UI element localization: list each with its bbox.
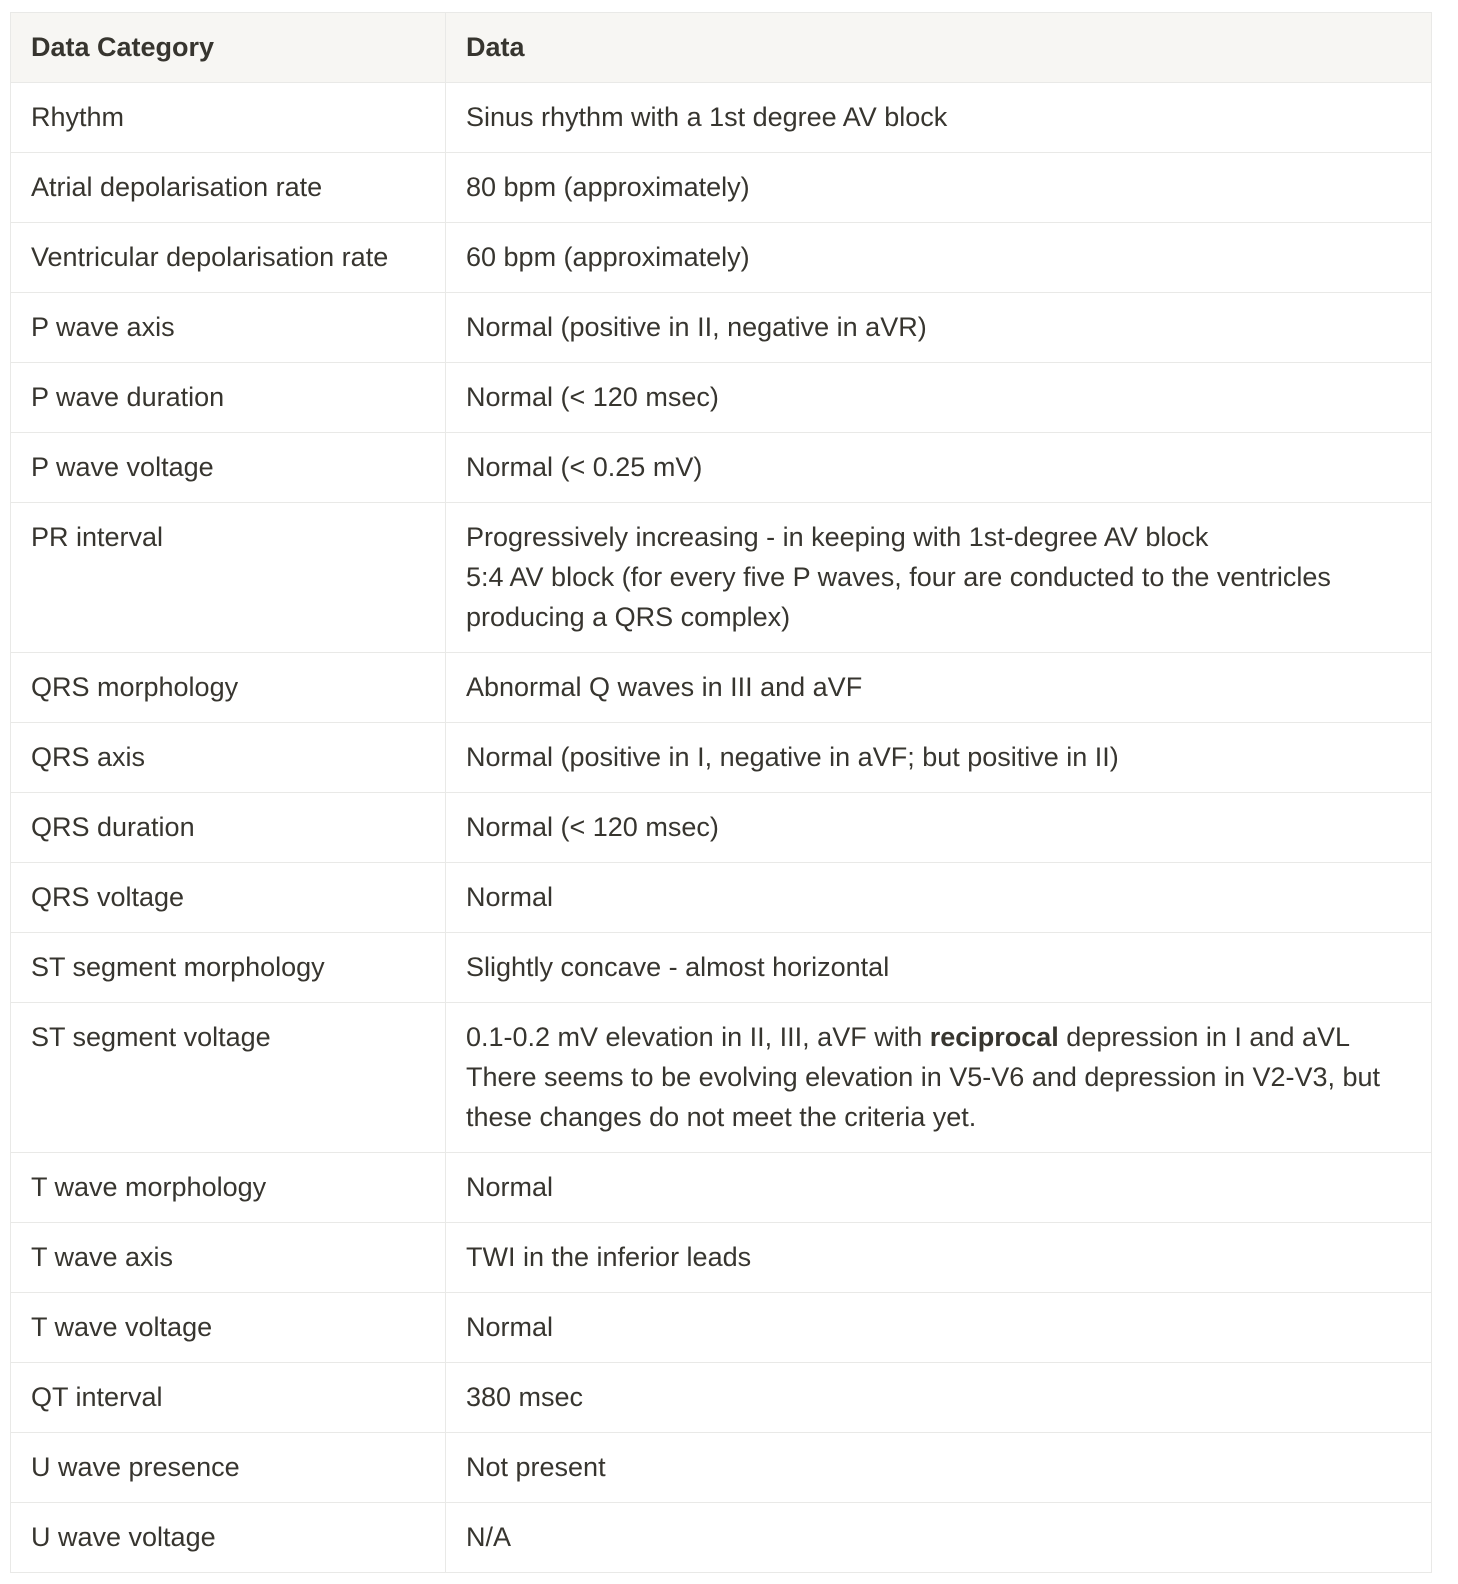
table-row [11,1433,1432,1503]
category-cell: Rhythm [11,83,446,153]
category-cell: ST segment voltage [11,1003,446,1153]
data-cell [446,363,1432,433]
table-row [11,223,1432,293]
data-cell [446,223,1432,293]
table-row [11,1153,1432,1223]
table-row [11,863,1432,933]
data-cell [446,1153,1432,1223]
data-line: 80 bpm (approximately) [466,172,750,202]
table-row [11,723,1432,793]
table-row [11,1293,1432,1363]
data-line [466,1017,1411,1057]
category-cell: PR interval [11,503,446,653]
data-line: Slightly concave - almost horizontal [466,952,890,982]
table-row [11,503,1432,653]
data-line: Normal (positive in II, negative in aVR) [466,312,927,342]
table-row [11,933,1432,1003]
data-line: Normal [466,1312,554,1342]
table-row [11,1363,1432,1433]
st-line-bold: reciprocal [929,1022,1059,1052]
data-cell [446,1293,1432,1363]
data-cell [446,1003,1432,1153]
table-row [11,153,1432,223]
category-cell: T wave morphology [11,1153,446,1223]
table-header-row [11,13,1432,83]
data-line: Sinus rhythm with a 1st degree AV block [466,102,948,132]
category-cell: P wave axis [11,293,446,363]
data-line: There seems to be evolving elevation in V5-V6 and depression in V2-V3, but these changes do not meet the criteria yet. [466,1062,1388,1132]
data-line: Normal (positive in I, negative in aVF; but positive in II) [466,742,1119,772]
data-cell [446,503,1432,653]
table-row [11,433,1432,503]
category-cell: QRS duration [11,793,446,863]
data-line: Not present [466,1452,606,1482]
data-cell [446,83,1432,153]
data-cell [446,723,1432,793]
data-line: Progressively increasing - in keeping with 1st-degree AV block [466,522,1209,552]
category-cell: QRS axis [11,723,446,793]
table-row [11,1003,1432,1153]
table-row [11,1223,1432,1293]
data-line: TWI in the inferior leads [466,1242,752,1272]
data-cell [446,793,1432,863]
table-row [11,793,1432,863]
category-cell: T wave axis [11,1223,446,1293]
header-data-category: Data Category [11,13,446,83]
st-line-after: depression in I and aVL [1058,1022,1350,1052]
data-cell [446,863,1432,933]
header-data: Data [446,13,1432,83]
data-cell [446,433,1432,503]
data-line: 60 bpm (approximately) [466,242,750,272]
ecg-data-table [10,12,1432,1573]
data-cell [446,653,1432,723]
table-body [11,83,1432,1573]
data-line: Normal (< 0.25 mV) [466,452,703,482]
data-line: Normal [466,882,554,912]
category-cell: P wave voltage [11,433,446,503]
category-cell: QRS morphology [11,653,446,723]
data-line: 5:4 AV block (for every five P waves, four are conducted to the ventricles producing a QRS complex) [466,562,1339,632]
ecg-data-table-container [10,12,1431,1573]
category-cell: U wave presence [11,1433,446,1503]
data-line: Normal (< 120 msec) [466,812,719,842]
table-row [11,293,1432,363]
category-cell: P wave duration [11,363,446,433]
category-cell: QT interval [11,1363,446,1433]
data-line: 380 msec [466,1382,584,1412]
category-cell: Ventricular depolarisation rate [11,223,446,293]
data-cell [446,293,1432,363]
table-row [11,1503,1432,1573]
category-cell: T wave voltage [11,1293,446,1363]
data-cell [446,153,1432,223]
data-line: Abnormal Q waves in III and aVF [466,672,863,702]
category-cell: Atrial depolarisation rate [11,153,446,223]
data-cell [446,933,1432,1003]
table-row [11,363,1432,433]
st-line-before: 0.1-0.2 mV elevation in II, III, aVF with [466,1022,930,1052]
data-line: Normal [466,1172,554,1202]
data-cell [446,1363,1432,1433]
data-line: Normal (< 120 msec) [466,382,719,412]
data-cell [446,1223,1432,1293]
table-row [11,653,1432,723]
table-row [11,83,1432,153]
data-cell [446,1433,1432,1503]
data-line: N/A [466,1522,512,1552]
data-cell [446,1503,1432,1573]
category-cell: ST segment morphology [11,933,446,1003]
category-cell: U wave voltage [11,1503,446,1573]
category-cell: QRS voltage [11,863,446,933]
